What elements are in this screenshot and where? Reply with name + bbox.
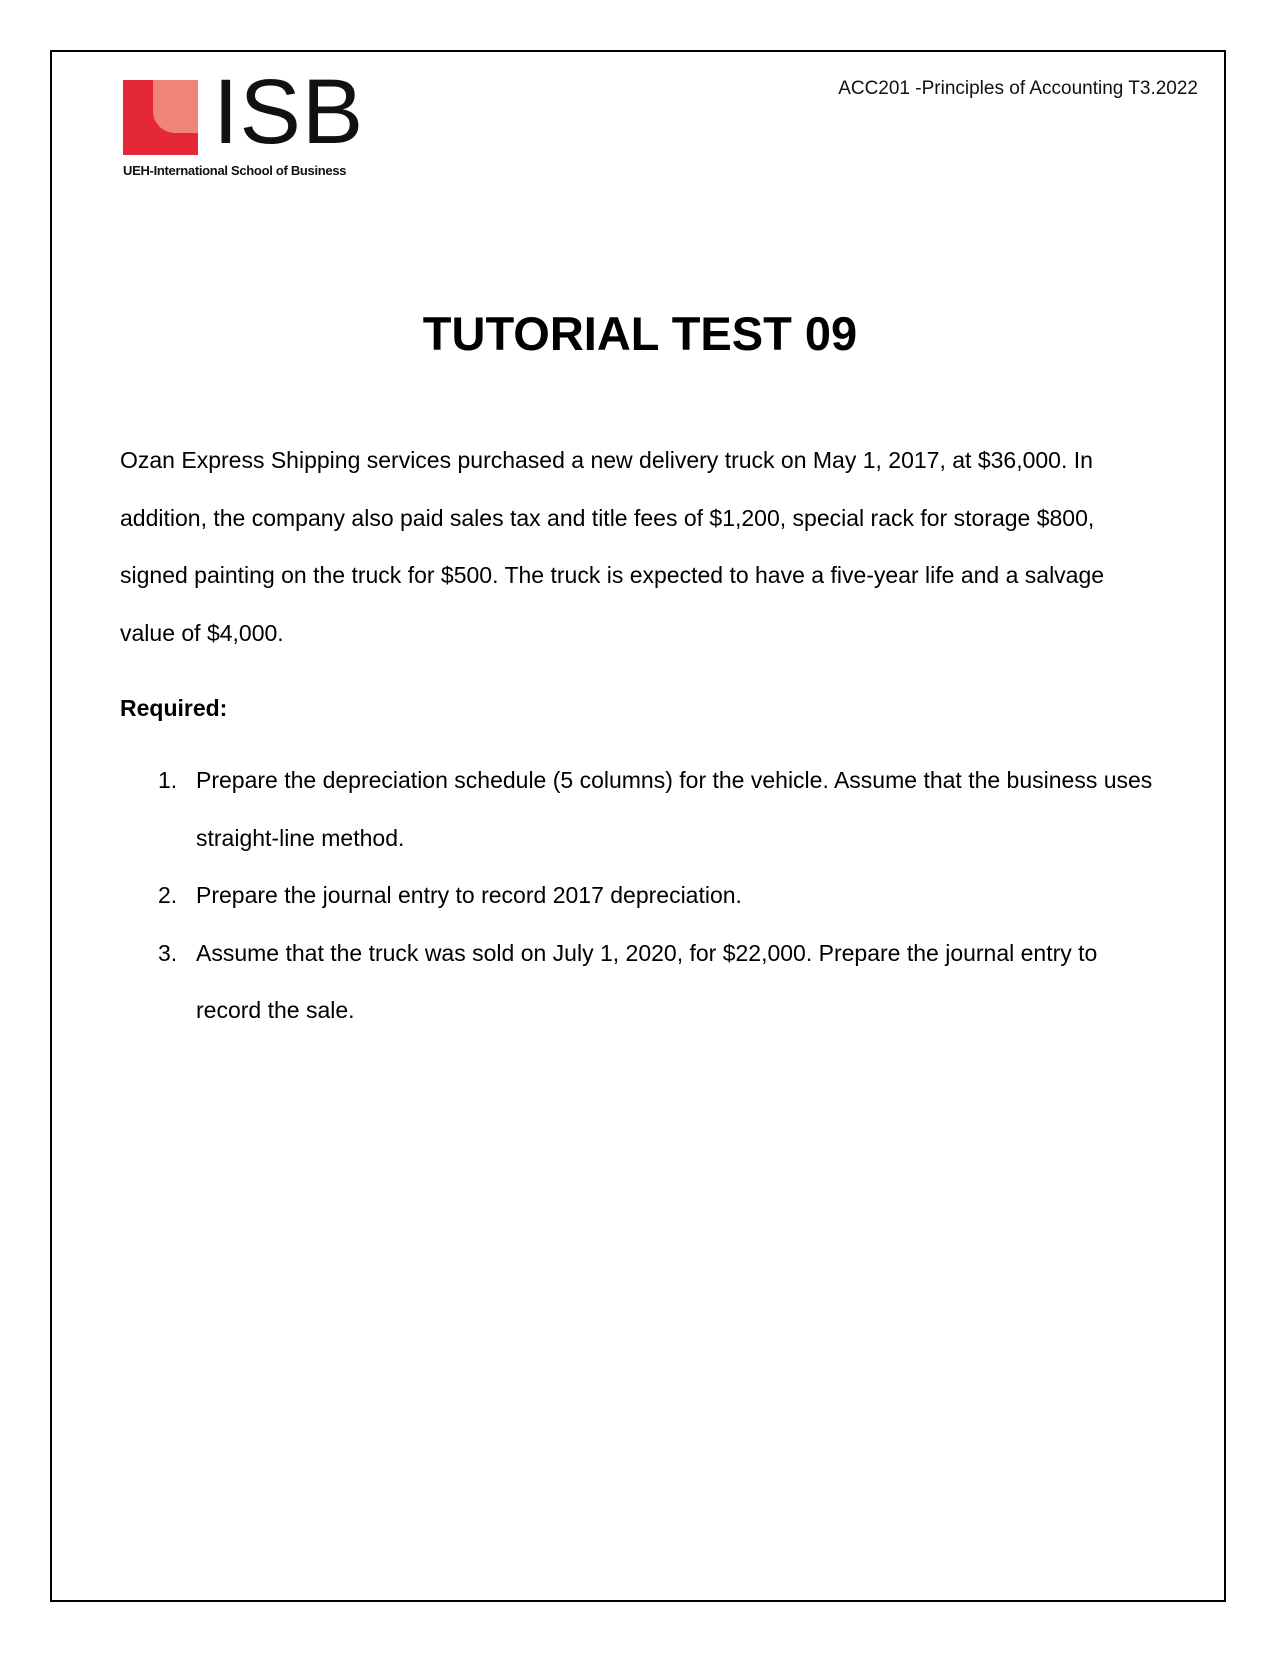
page-title: TUTORIAL TEST 09 xyxy=(422,307,858,360)
isb-logo xyxy=(123,61,383,182)
logo-subtitle: UEH-International School of Business xyxy=(123,163,347,178)
requirement-number: 3. xyxy=(158,939,178,966)
requirement-item xyxy=(120,925,1160,1040)
requirements-list xyxy=(120,752,1160,1040)
requirement-text: Prepare the journal entry to record 2017 depreciation. xyxy=(196,882,742,908)
requirement-item xyxy=(120,752,1160,867)
problem-paragraph: Ozan Express Shipping services purchased a new delivery truck on May 1, 2017, at $36,000. In addition, the company also paid sales tax and title fees of $1,200, special rack for storage $800, signed painting on the truck for $500. The truck is expected to have a five-year life and a salvage value of $4,000. xyxy=(120,447,1105,646)
requirement-number: 1. xyxy=(158,767,178,793)
logo-mark-icon xyxy=(123,80,198,155)
logo-letters: ISB xyxy=(213,61,365,163)
course-header: ACC201 -Principles of Accounting T3.2022 xyxy=(838,78,1198,99)
requirement-item xyxy=(120,867,1160,925)
requirement-text: Assume that the truck was sold on July 1, 2020, for $22,000. Prepare the journal entry to record the sale. xyxy=(196,939,1098,1023)
requirement-number: 2. xyxy=(158,882,178,908)
requirement-text: Prepare the depreciation schedule (5 columns) for the vehicle. Assume that the business uses straight-line method. xyxy=(196,767,1153,851)
required-label: Required: xyxy=(120,695,228,721)
